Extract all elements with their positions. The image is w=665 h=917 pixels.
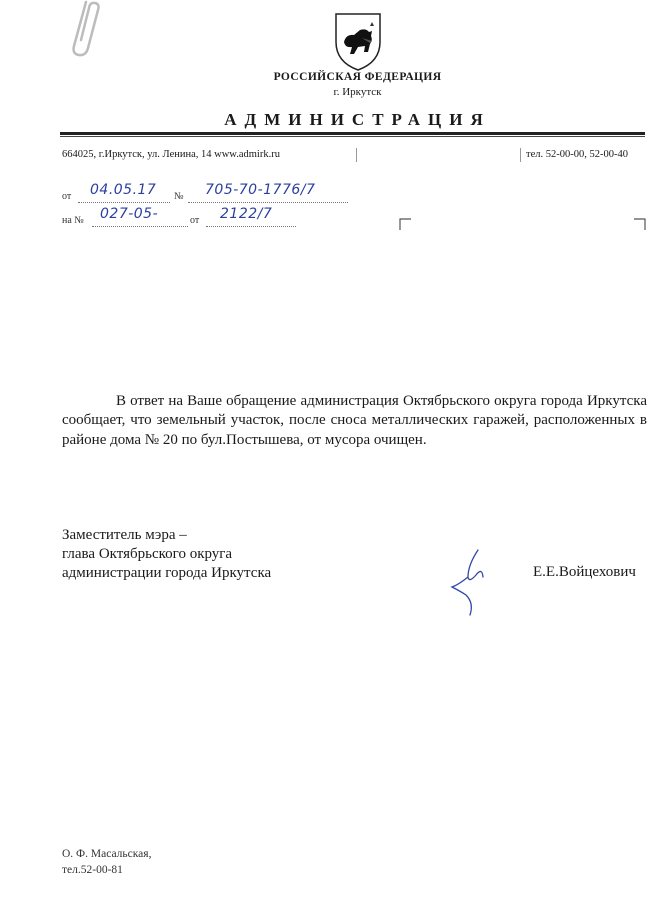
incoming-date-label: от [190,215,200,226]
handwritten-incoming-date: 2122/7 [220,206,273,222]
executor-phone: тел.52-00-81 [62,864,123,876]
header-rule-thick [60,132,645,135]
coat-of-arms-icon [332,12,384,72]
organization-title: АДМИНИСТРАЦИЯ [224,110,491,129]
signer-title-line2: глава Октябрьского округа [62,546,233,562]
address-line: 664025, г.Иркутск, ул. Ленина, 14 www.admirk.ru [62,149,280,160]
phone-line: тел. 52-00-00, 52-00-40 [526,149,628,160]
incoming-date-fill-line [206,226,296,227]
executor-name: О. Ф. Масальская, [62,848,152,860]
header-rule-thin [60,136,645,137]
incoming-fill-line [92,226,188,227]
divider-tick [356,148,357,162]
handwritten-date: 04.05.17 [90,182,157,198]
divider-tick [520,148,521,162]
paper-clip-icon [62,0,102,58]
date-fill-line [78,202,170,203]
addressee-corner-left [399,218,411,230]
handwritten-number: 705-70-1776/7 [205,182,316,198]
date-label: от [62,191,72,202]
country-heading: РОССИЙСКАЯ ФЕДЕРАЦИЯ [273,71,442,83]
city-heading: г. Иркутск [333,86,382,98]
signer-name: Е.Е.Войцехович [533,564,636,580]
addressee-corner-right [634,218,646,230]
number-fill-line [188,202,348,203]
signer-title-line1: Заместитель мэра – [62,527,187,543]
letter-body: В ответ на Ваше обращение администрация Октябрьского округа города Иркутска сообщает, что земельный участок, после сноса металлических гаражей, расположенных в районе дома № 20 по бул.Постышева, от мусора очищен. [62,393,647,448]
incoming-label: на № [62,215,84,226]
signer-title-line3: администрации города Иркутска [62,565,272,581]
handwritten-incoming-number: 027-05- [100,206,159,222]
number-label: № [174,191,184,202]
handwritten-signature-icon [438,545,498,620]
